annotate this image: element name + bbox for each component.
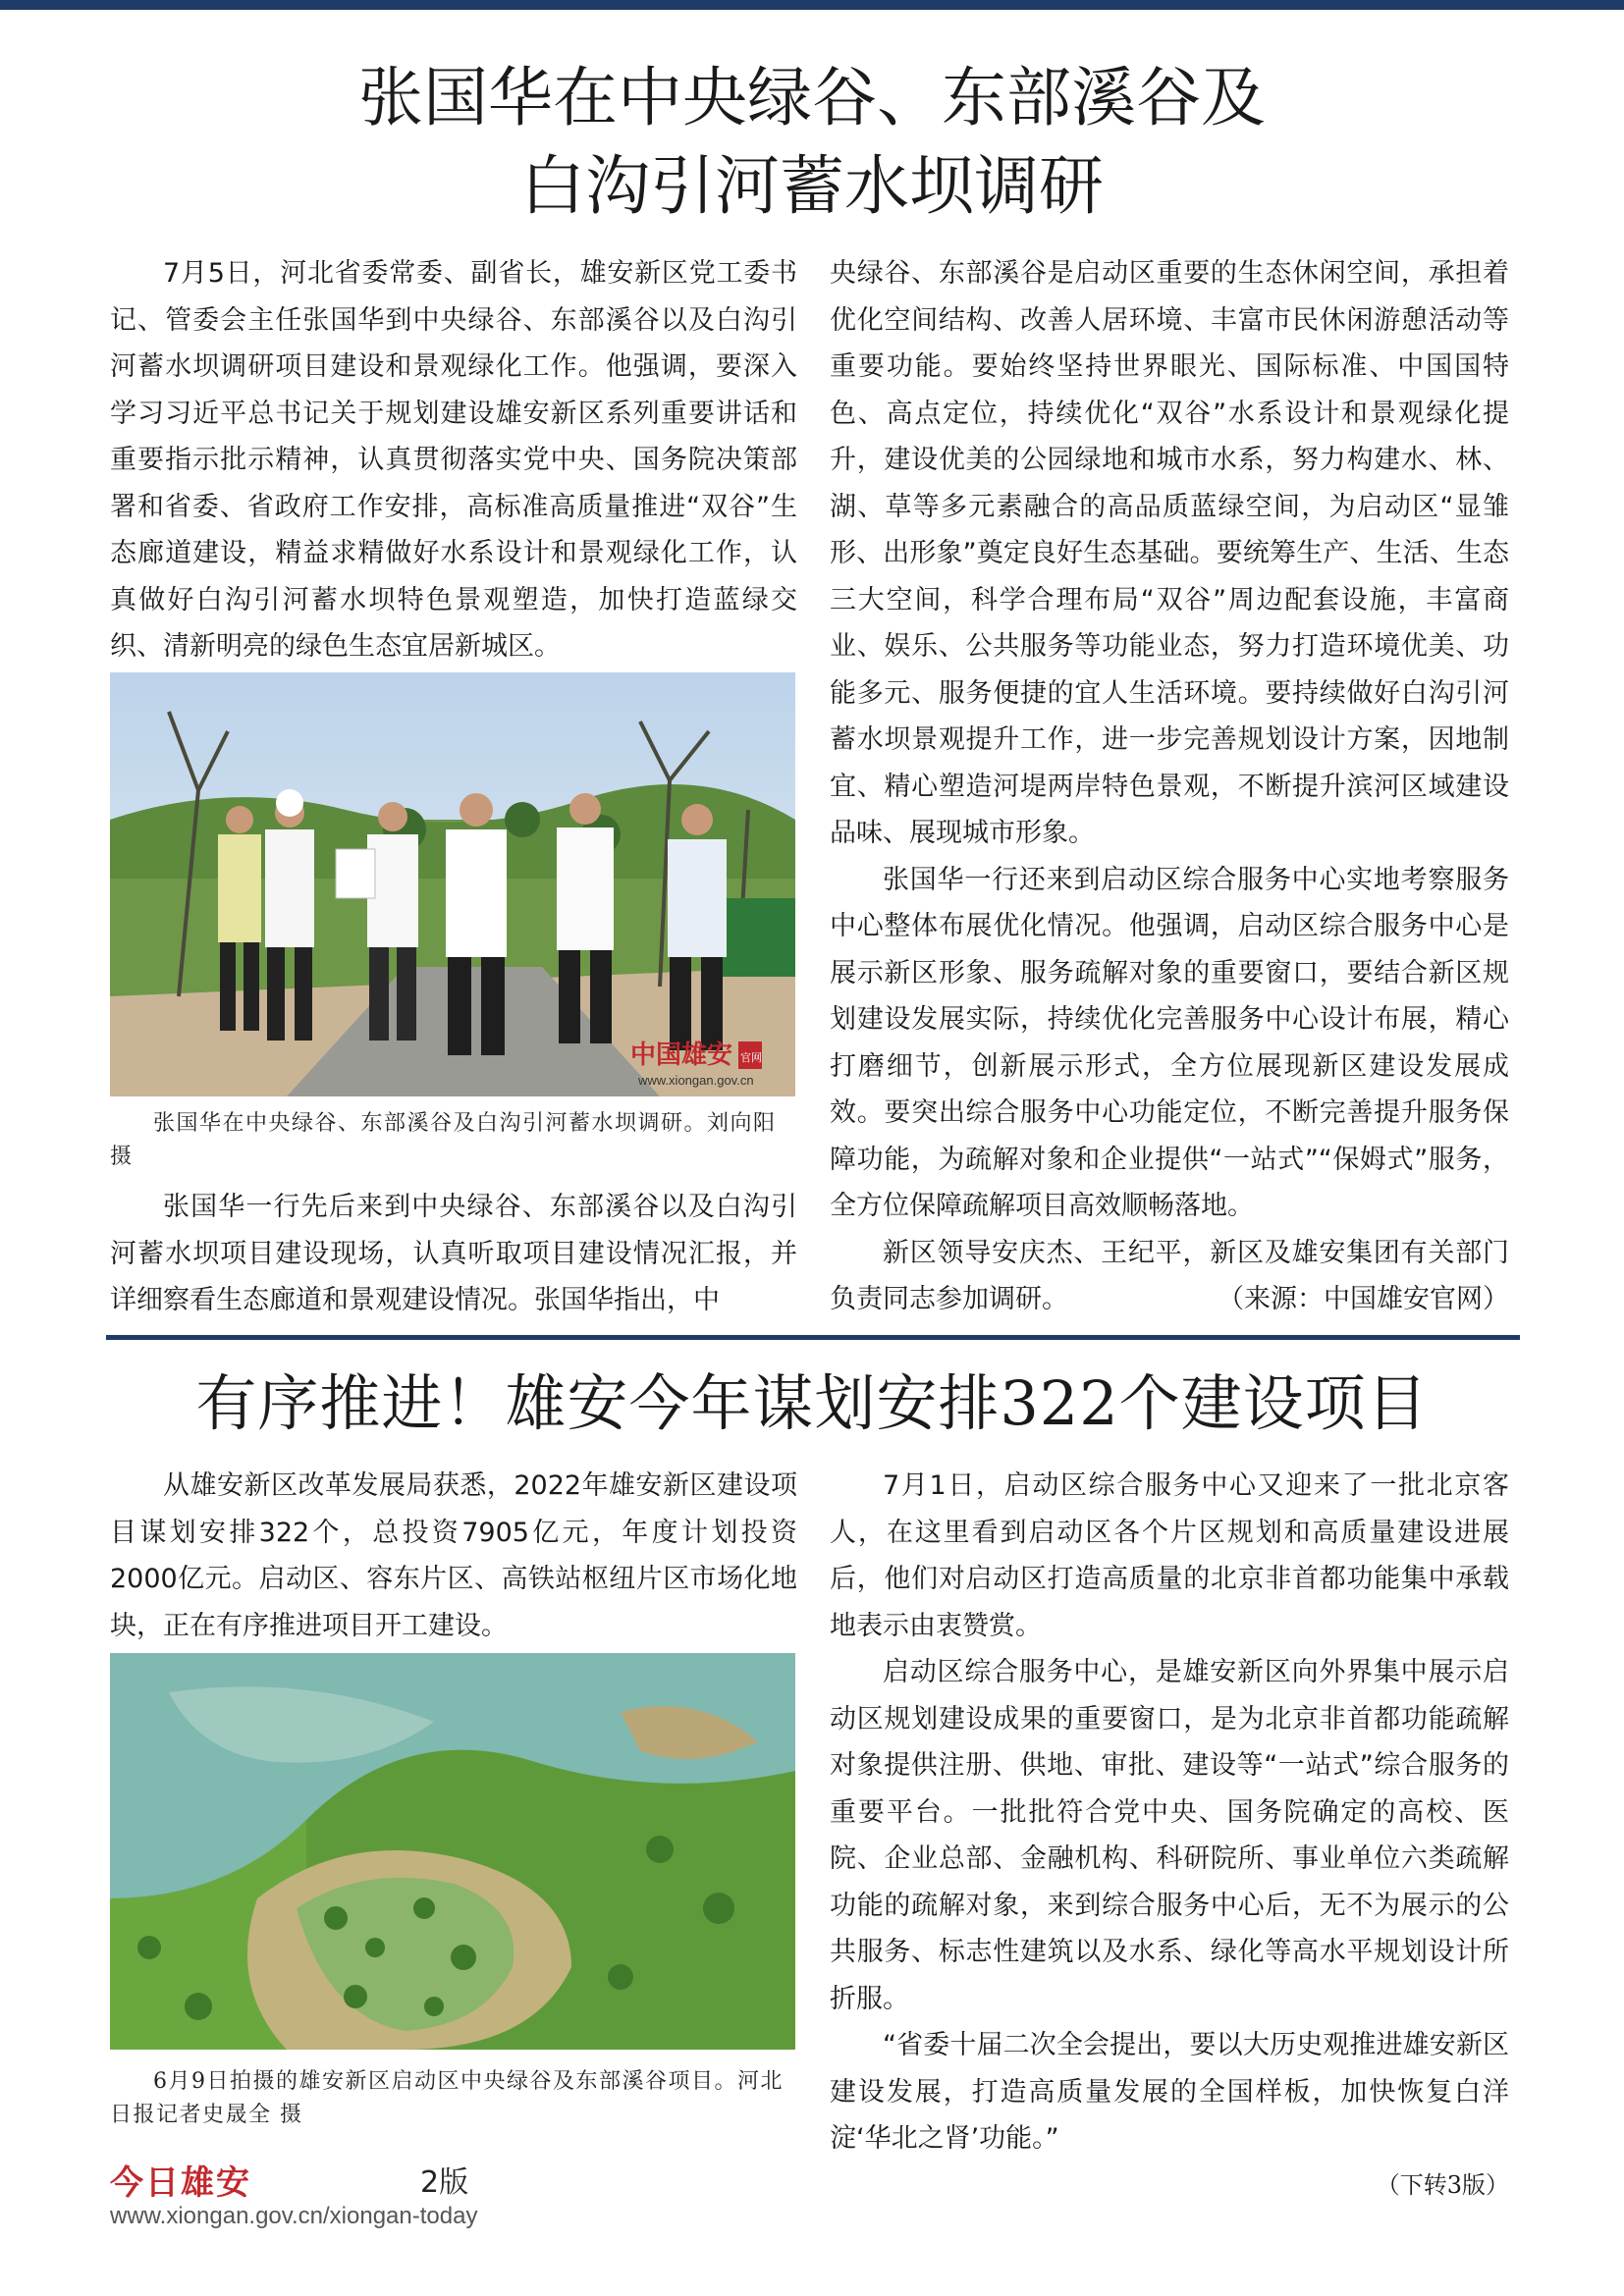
article1-source: （来源：中国雄安官网） — [1218, 1284, 1509, 1314]
article1-photo — [110, 672, 795, 1096]
article1-paragraph: 7月5日，河北省委常委、副省长，雄安新区党工委书记、管委会主任张国华到中央绿谷、东部溪谷以及白沟引河蓄水坝调研项目建设和景观绿化工作。他强调，要深入学习习近平总书记关于规划建设雄安新区系列重要讲话和重要指示批示精神，认真贯彻落实党中央、国务院决策部署和省委、省政府工作安排，高标准高质量推进“双谷”生态廊道建设，精益求精做好水系设计和景观绿化工作，认真做好白沟引河蓄水坝特色景观塑造，加快打造蓝绿交织、清新明亮的绿色生态宜居新城区。 — [110, 258, 797, 662]
article1-title-line1: 张国华在中央绿谷、东部溪谷及 — [358, 60, 1266, 135]
article2-paragraph: 启动区综合服务中心，是雄安新区向外界集中展示启动区规划建设成果的重要窗口，是为北京非首都功能疏解对象提供注册、供地、审批、建设等“一站式”综合服务的重要平台。一批批符合党中央、国务院确定的高校、医院、企业总部、金融机构、科研院所、事业单位六类疏解功能的疏解对象，来到综合服务中心后，无不为展示的公共服务、标志性建筑以及水系、绿化等高水平规划设计所折服。 — [830, 1657, 1509, 2014]
article1-paragraph: 张国华一行先后来到中央绿谷、东部溪谷以及白沟引河蓄水坝项目建设现场，认真听取项目建设情况汇报，并详细察看生态廊道和景观建设情况。张国华指出，中 — [110, 1192, 797, 1315]
page-number: 2版 — [420, 2165, 469, 2200]
aerial-valley-image — [110, 1653, 795, 2050]
article1-photo-caption: 张国华在中央绿谷、东部溪谷及白沟引河蓄水坝调研。刘向阳 摄 — [110, 1111, 777, 1169]
watermark-url: www.xiongan.gov.cn — [638, 1073, 754, 1088]
article1-right-column — [830, 250, 1509, 1323]
article2-photo — [110, 1653, 795, 2050]
article2-photo-caption: 6月9日拍摄的雄安新区启动区中央绿谷及东部溪谷项目。河北日报记者史晟全 摄 — [110, 2069, 784, 2127]
article1-left-column-bottom — [110, 1184, 797, 1324]
article2-paragraph: “省委十届二次全会提出，要以大历史观推进雄安新区建设发展，打造高质量发展的全国样板，加快恢复白洋淀‘华北之肾’功能。” — [830, 2030, 1509, 2154]
article2-paragraph: 7月1日，启动区综合服务中心又迎来了一批北京客人，在这里看到启动区各个片区规划和高质量建设进展后，他们对启动区打造高质量的北京非首都功能集中承载地表示由衷赞赏。 — [830, 1470, 1509, 1641]
top-bar — [0, 0, 1624, 10]
inspection-scene-image — [110, 672, 795, 1096]
article1-closing-text: 新区领导安庆杰、王纪平，新区及雄安集团有关部门负责同志参加调研。 — [830, 1237, 1509, 1314]
watermark-logo: 中国雄安 — [630, 1041, 733, 1070]
continued-notice: （下转3版） — [1376, 2170, 1509, 2199]
watermark-badge: 官网 — [740, 1051, 762, 1064]
article2-title: 有序推进！雄安今年谋划安排322个建设项目 — [195, 1367, 1429, 1439]
section-divider — [106, 1335, 1520, 1340]
website-url[interactable]: www.xiongan.gov.cn/xiongan-today — [110, 2203, 478, 2229]
article1-left-column-top — [110, 250, 797, 670]
article1-paragraph: 央绿谷、东部溪谷是启动区重要的生态休闲空间，承担着优化空间结构、改善人居环境、丰富市民休闲游憩活动等重要功能。要始终坚持世界眼光、国际标准、中国国特色、高点定位，持续优化“双谷”水系设计和景观绿化提升，建设优美的公园绿地和城市水系，努力构建水、林、湖、草等多元素融合的高品质蓝绿空间，为启动区“显雏形、出形象”奠定良好生态基础。要统筹生产、生活、生态三大空间，科学合理布局“双谷”周边配套设施，丰富商业、娱乐、公共服务等功能业态，努力打造环境优美、功能多元、服务便捷的宜人生活环境。要持续做好白沟引河蓄水坝景观提升工作，进一步完善规划设计方案，因地制宜、精心塑造河堤两岸特色景观，不断提升滨河区域建设品味、展现城市形象。 — [830, 258, 1509, 848]
newspaper-logo: 今日雄安 — [110, 2163, 251, 2203]
article2-left-column — [110, 1463, 797, 1649]
article2-paragraph: 从雄安新区改革发展局获悉，2022年雄安新区建设项目谋划安排322个，总投资7905亿元，年度计划投资2000亿元。启动区、容东片区、高铁站枢纽片区市场化地块，正在有序推进项目开工建设。 — [110, 1470, 797, 1641]
article1-paragraph — [830, 1230, 1509, 1323]
article2-right-column — [830, 1463, 1509, 2209]
article1-title-line2: 白沟引河蓄水坝调研 — [520, 148, 1104, 224]
article1-paragraph: 张国华一行还来到启动区综合服务中心实地考察服务中心整体布展优化情况。他强调，启动区综合服务中心是展示新区形象、服务疏解对象的重要窗口，要结合新区规划建设发展实际，持续优化完善服务中心设计布展，精心打磨细节，创新展示形式，全方位展现新区建设发展成效。要突出综合服务中心功能定位，不断完善提升服务保障功能，为疏解对象和企业提供“一站式”“保姆式”服务，全方位保障疏解项目高效顺畅落地。 — [830, 864, 1509, 1221]
